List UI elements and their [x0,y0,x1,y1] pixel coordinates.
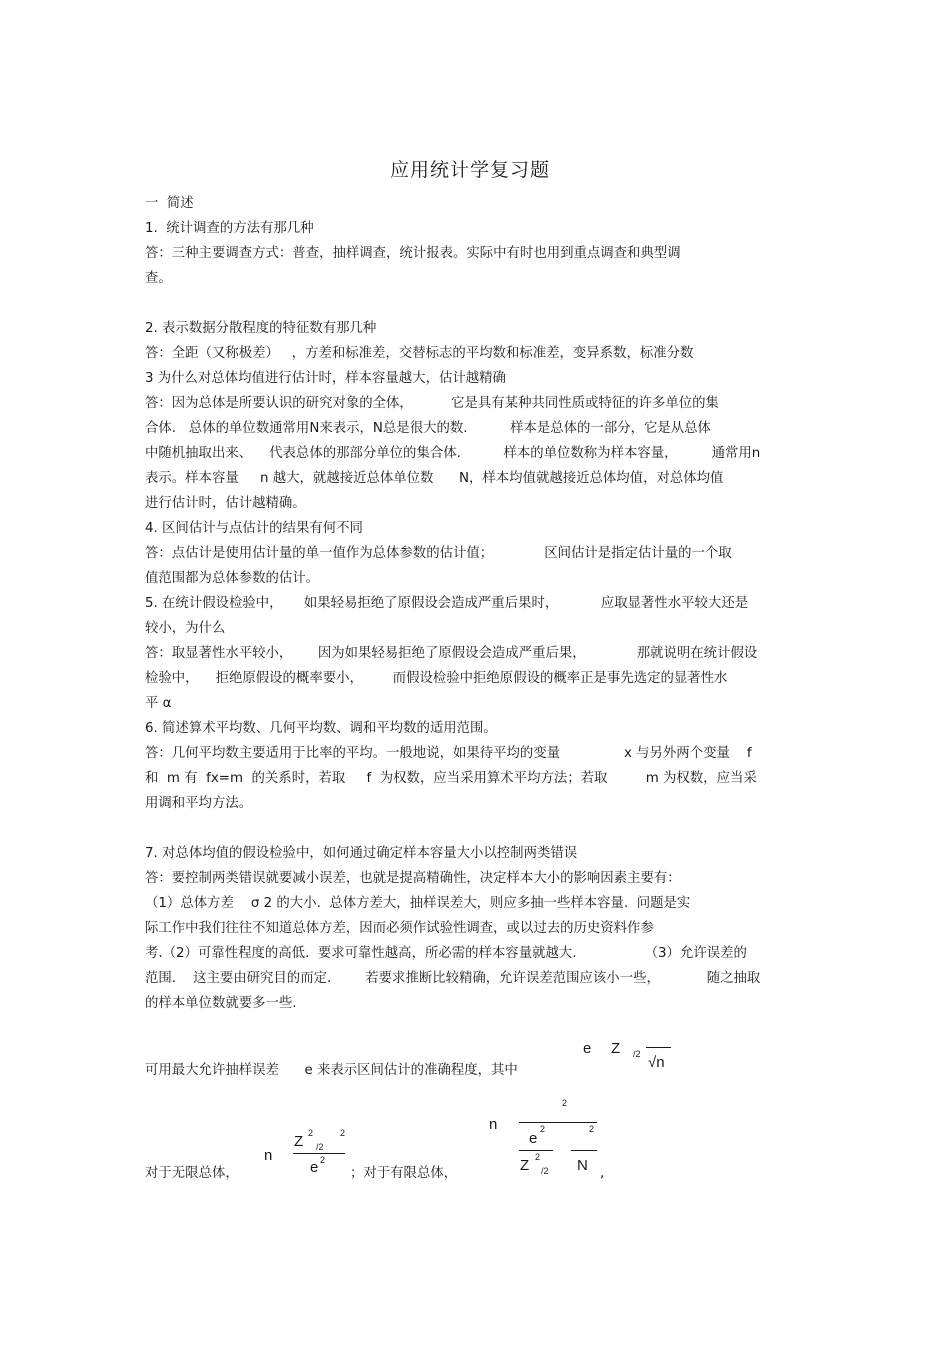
formula-z-subscript: /2 [541,1166,549,1176]
infinite-population-label: 对于无限总体， [145,1166,239,1181]
question-6: 6. 简述算术平均数、几何平均数、调和平均数的适用范围。 [145,721,497,736]
question-7: 7. 对总体均值的假设检验中，如何通过确定样本容量大小以控制两类错误 [145,846,578,861]
answer-4-line-1: 答：点估计是使用估计量的单一值作为总体参数的估计值； 区间估计是指定估计量的一个取 [145,546,732,561]
question-2: 2. 表示数据分散程度的特征数有那几种 [145,321,377,336]
formula-root-n: √n [648,1054,665,1071]
formula-z: Z [520,1157,530,1174]
answer-4-line-2: 值范围都为总体参数的估计。 [145,571,320,586]
answer-3-line-2: 合体. 总体的单位数通常用N来表示，N总是很大的数. 样本是总体的一部分，它是从总体 [145,421,711,436]
formula-e-superscript: 2 [540,1124,546,1134]
question-5-line-2: 较小，为什么 [145,621,226,636]
answer-7-line-1: 答：要控制两类错误就要减小误差，也就是提高精确性，决定样本大小的影响因素主要有： [145,871,681,886]
formula-n: n [489,1116,498,1133]
answer-6-line-1: 答：几何平均数主要适用于比率的平均。一般地说，如果待平均的变量 x 与另外两个变量 f [145,746,752,761]
formula-e: e [583,1040,592,1057]
question-4: 4. 区间估计与点估计的结果有何不同 [145,521,363,536]
document-title: 应用统计学复习题 [389,159,550,181]
answer-3-line-5: 进行估计时，估计越精确。 [145,496,306,511]
fraction-bar [293,1153,345,1154]
section-heading: 一 简述 [145,196,194,211]
formula-capital-n: N [577,1157,588,1174]
answer-2: 答：全距（又称极差） ，方差和标准差，交替标志的平均数和标准差，变异系数，标准分数 [145,346,694,361]
question-5-line-1: 5. 在统计假设检验中， 如果轻易拒绝了原假设会造成严重后果时， 应取显著性水平较大还是 [145,596,749,611]
answer-7-line-5: 范围. 这主要由研究目的而定. 若要求推断比较精确，允许误差范围应该小一些， 随之抽取 [145,971,761,986]
formula-z: Z [294,1133,304,1150]
formula-z-superscript: 2 [535,1152,541,1162]
answer-5-line-1: 答：取显著性水平较小， 因为如果轻易拒绝了原假设会造成严重后果， 那就说明在统计假设 [145,646,758,661]
formula-top-superscript: 2 [562,1098,568,1108]
formula-sigma-superscript: 2 [589,1124,595,1134]
answer-7-line-6: 的样本单位数就要多一些. [145,996,297,1011]
formula-denominator-superscript: 2 [320,1155,326,1165]
formula-z-superscript: 2 [308,1128,314,1138]
answer-5-line-2: 检验中， 拒绝原假设的概率要小， 而假设检验中拒绝原假设的概率正是事先选定的显著性水 [145,671,728,686]
question-3: 3 为什么对总体均值进行估计时，样本容量越大，估计越精确 [145,371,506,386]
question-1: 1. 统计调查的方法有那几种 [145,221,314,236]
formula-intro-text: 可用最大允许抽样误差 e 来表示区间估计的准确程度，其中 [145,1063,518,1078]
answer-3-line-3: 中随机抽取出来、 代表总体的那部分单位的集合体. 样本的单位数称为样本容量， 通常用n [145,446,761,461]
fraction-bar-right [571,1150,597,1151]
answer-6-line-3: 用调和平均方法。 [145,796,253,811]
answer-7-line-3: 际工作中我们往往不知道总体方差，因而必须作试验性调查，或以过去的历史资料作参 [145,921,654,936]
formula-e: e [529,1130,538,1147]
answer-1-line-2: 查。 [145,271,172,286]
formula-z-subscript: /2 [316,1142,324,1152]
formula-n: n [264,1147,273,1164]
formula-sigma-superscript: 2 [340,1128,346,1138]
fraction-bar [646,1047,671,1048]
fraction-bar-left [519,1150,553,1151]
fraction-bar-main [519,1122,597,1123]
trailing-comma: , [600,1166,605,1181]
answer-7-line-2: （1）总体方差 σ 2 的大小. 总体方差大，抽样误差大，则应多抽一些样本容量. 问题是实 [145,896,691,911]
answer-1-line-1: 答：三种主要调查方式：普查，抽样调查，统计报表。实际中有时也用到重点调查和典型调 [145,246,681,261]
formula-z-subscript: /2 [633,1049,641,1059]
answer-6-line-2: 和 m 有 fx=m 的关系时，若取 f 为权数，应当采用算术平均方法；若取 m 为权数，应当采 [145,771,757,786]
answer-3-line-1: 答：因为总体是所要认识的研究对象的全体， 它是具有某种共同性质或特征的许多单位的集 [145,396,719,411]
answer-5-line-3: 平 α [145,696,172,711]
formula-denominator-e: e [310,1159,319,1176]
answer-7-line-4: 考.（2）可靠性程度的高低. 要求可靠性越高，所必需的样本容量就越大. （3）允许误差的 [145,946,747,961]
finite-population-label: ；对于有限总体， [350,1166,458,1181]
formula-z: Z [611,1040,621,1057]
answer-3-line-4: 表示。样本容量 n 越大，就越接近总体单位数 N，样本均值就越接近总体均值，对总体均值 [145,471,724,486]
